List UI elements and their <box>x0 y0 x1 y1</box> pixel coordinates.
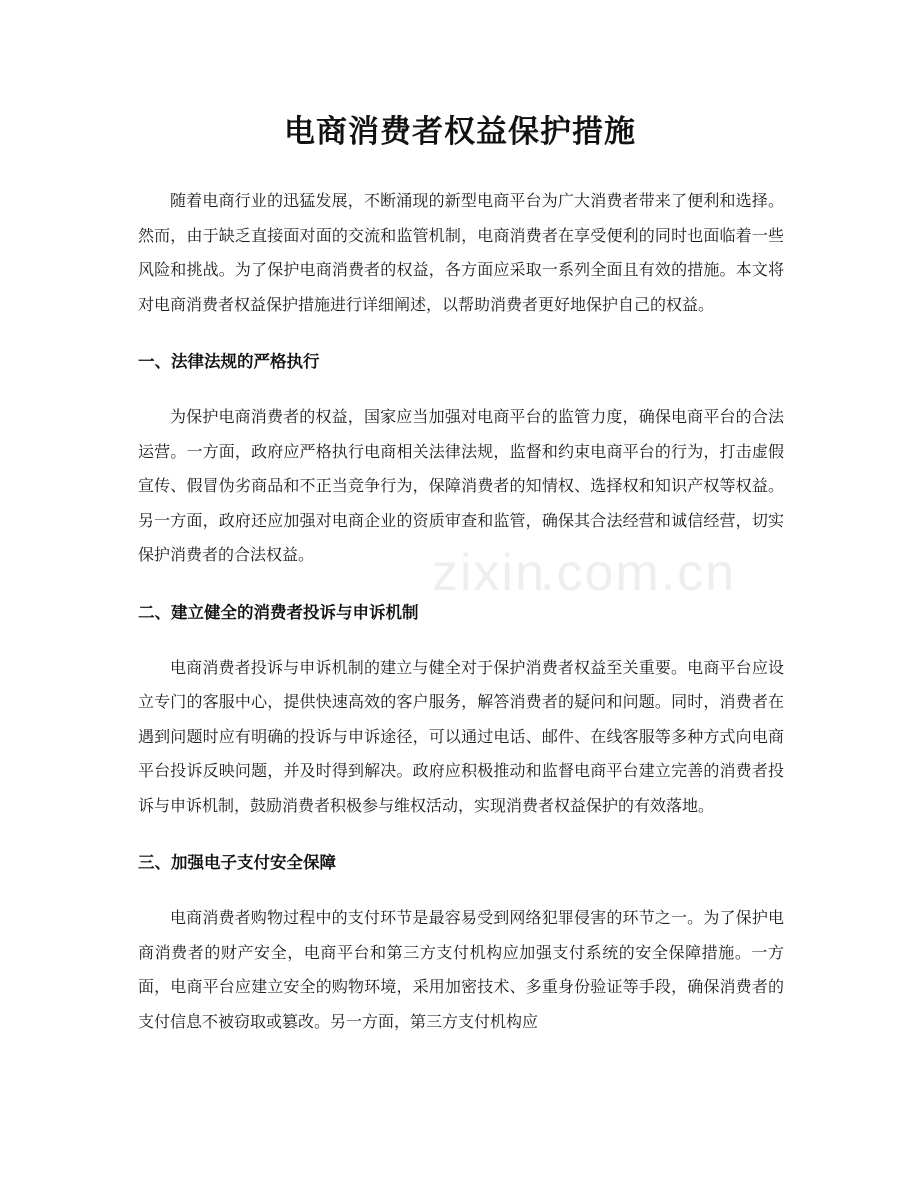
section-3-paragraph: 电商消费者购物过程中的支付环节是最容易受到网络犯罪侵害的环节之一。为了保护电商消费者的财产安全，电商平台和第三方支付机构应加强支付系统的安全保障措施。一方面，电商平台应建立安全的购物环境，采用加密技术、多重身份验证等手段，确保消费者的支付信息不被窃取或篡改。另一方面，第三方支付机构应 <box>138 908 784 1031</box>
watermark-right: .com.cn <box>540 544 737 602</box>
document-title: 电商消费者权益保护措施 <box>284 114 636 150</box>
intro-paragraph: 随着电商行业的迅猛发展，不断涌现的新型电商平台为广大消费者带来了便利和选择。然而，由于缺乏直接面对面的交流和监管机制，电商消费者在享受便利的同时也面临着一些风险和挑战。为了保护电商消费者的权益，各方面应采取一系列全面且有效的措施。本文将对电商消费者权益保护措施进行详细阐述，以帮助消费者更好地保护自己的权益。 <box>138 191 784 314</box>
section-1-heading: 一、法律法规的严格执行 <box>138 352 320 371</box>
section-2-heading: 二、建立健全的消费者投诉与申诉机制 <box>138 602 419 622</box>
section-2-paragraph: 电商消费者投诉与申诉机制的建立与健全对于保护消费者权益至关重要。电商平台应设立专门的客服中心，提供快速高效的客户服务，解答消费者的疑问和问题。同时，消费者在遇到问题时应有明确的投诉与申诉途径，可以通过电话、邮件、在线客服等多种方式向电商平台投诉反映问题，并及时得到解决。政府应积极推动和监督电商平台建立完善的消费者投诉与申诉机制，鼓励消费者积极参与维权活动，实现消费者权益保护的有效落地。 <box>138 657 784 815</box>
document-body <box>138 184 784 1039</box>
section-1-paragraph: 为保护电商消费者的权益，国家应当加强对电商平台的监管力度，确保电商平台的合法运营。一方面，政府应严格执行电商相关法律法规，监督和约束电商平台的行为，打击虚假宣传、假冒伪劣商品和不正当竞争行为，保障消费者的知情权、选择权和知识产权等权益。另一方面，政府还应加强对电商企业的资质审查和监管，确保其合法经营和诚信经营，切实保护消费者的合法权益。 <box>138 407 784 564</box>
watermark-left: zixin <box>432 544 547 602</box>
section-3-heading: 三、加强电子支付安全保障 <box>138 853 336 872</box>
